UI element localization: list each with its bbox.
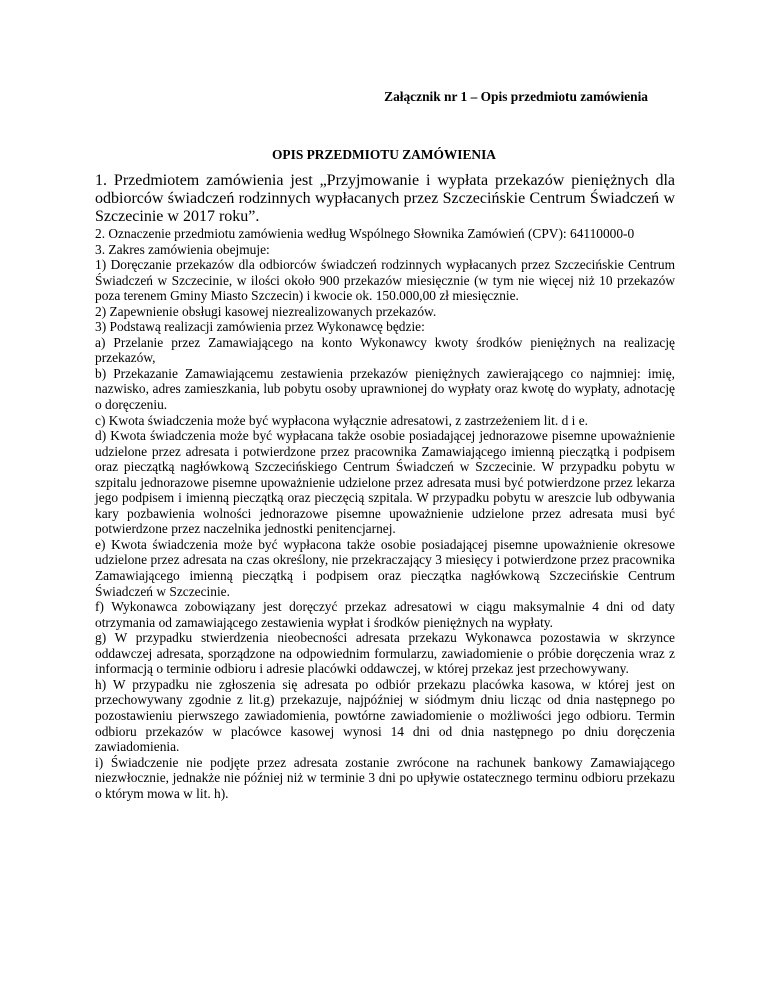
paragraph-item-c: c) Kwota świadczenia może być wypłacona wyłącznie adresatowi, z zastrzeżeniem lit. d i e. — [95, 412, 588, 428]
paragraph-item-a: a) Przelanie przez Zamawiającego na konto Wykonawcy kwoty środków pieniężnych na realizację przekazów, — [95, 334, 675, 366]
annex-title: Załącznik nr 1 – Opis przedmiotu zamówienia — [384, 89, 648, 104]
lead-paragraph: 1. Przedmiotem zamówienia jest „Przyjmowanie i wypłata przekazów pieniężnych dla odbiorców świadczeń rodzinnych wypłacanych przez Szczecińskie Centrum Świadczeń w Szczecinie w 2017 roku”. — [95, 172, 675, 225]
document-body — [95, 172, 675, 801]
paragraph-item-b: b) Przekazanie Zamawiającemu zestawienia przekazów pieniężnych zawierającego co najmniej: imię, nazwisko, adres zamieszkania, lub pobytu osoby uprawnionej do wypłaty oraz kwotę do wypłaty, adnotację o doręczeniu. — [95, 365, 675, 413]
main-title: OPIS PRZEDMIOTU ZAMÓWIENIA — [272, 147, 496, 162]
paragraph-item-2: 2) Zapewnienie obsługi kasowej niezrealizowanych przekazów. — [95, 303, 437, 319]
paragraph-item-h: h) W przypadku nie zgłoszenia się adresata po odbiór przekazu placówka kasowa, w której jest on przechowywany zgodnie z lit.g) przekazuje, najpóźniej w siódmym dniu licząc od dnia następnego po pozostawieniu pierwszego zawiadomienia, powtórne zawiadomienie o możliwości jego odbioru. Termin odbioru przekazów w placówce kasowej wynosi 14 dni od dnia następnego po dniu doręczenia zawiadomienia. — [95, 676, 675, 755]
paragraph-item-f: f) Wykonawca zobowiązany jest doręczyć przekaz adresatowi w ciągu maksymalnie 4 dni od daty otrzymania od zamawiającego zestawienia wypłat i środków pieniężnych na wypłaty. — [95, 599, 675, 630]
paragraph-item-g: g) W przypadku stwierdzenia nieobecności adresata przekazu Wykonawca pozostawia w skrzynce oddawczej adresata, sporządzone na odpowiednim formularzu, zawiadomienie o próbie doręczenia wraz z informacją o terminie odbioru i adresie placówki oddawczej, w której przekaz jest przechowywany. — [95, 630, 675, 677]
paragraph-item-d: d) Kwota świadczenia może być wypłacana także osobie posiadającej jednorazowe pisemne upoważnienie udzielone przez adresata i potwierdzone przez pracownika Zamawiającego imienną pieczątką i podpisem oraz pieczątką nagłówkową Szczecińskiego Centrum Świadczeń w Szczecinie. W przypadku pobytu w szpitalu jednorazowe pisemne upoważnienie udzielone przez adresata musi być potwierdzone przez lekarza jego podpisem i imienną pieczątką oraz pieczęcią szpitala. W przypadku pobytu w areszcie lub odbywania kary pozbawienia wolności jednorazowe pisemne upoważnienie udzielone przez adresata musi być potwierdzone przez naczelnika jednostki penitencjarnej. — [95, 428, 675, 537]
paragraph-cpv: 2. Oznaczenie przedmiotu zamówienia według Wspólnego Słownika Zamówień (CPV): 64110000-0 — [95, 226, 635, 241]
paragraph-scope: 3. Zakres zamówienia obejmuje: — [95, 241, 270, 257]
paragraph-item-e: e) Kwota świadczenia może być wypłacona także osobie posiadającej pisemne upoważnienie okresowe udzielone przez adresata na czas określony, nie przekraczający 3 miesięcy i potwierdzone przez pracownika Zamawiającego imienną pieczątką i podpisem oraz pieczątka nagłówkową Szczecińskie Centrum Świadczeń w Szczecinie. — [95, 536, 675, 599]
paragraph-item-1: 1) Doręczanie przekazów dla odbiorców świadczeń rodzinnych wypłacanych przez Szczecińskie Centrum Świadczeń w Szczecinie, w ilości około 900 przekazów miesięcznie (w tym nie więcej niż 10 przekazów poza terenem Gminy Miasto Szczecin) i kwocie ok. 150.000,00 zł miesięcznie. — [95, 257, 675, 304]
paragraph-item-i: i) Świadczenie nie podjęte przez adresata zostanie zwrócone na rachunek bankowy Zamawiającego niezwłocznie, jednakże nie później niż w terminie 3 dni po upływie ostatecznego terminu odbioru przekazu o którym mowa w lit. h). — [95, 754, 675, 801]
paragraph-item-3: 3) Podstawą realizacji zamówienia przez Wykonawcę będzie: — [95, 319, 425, 335]
